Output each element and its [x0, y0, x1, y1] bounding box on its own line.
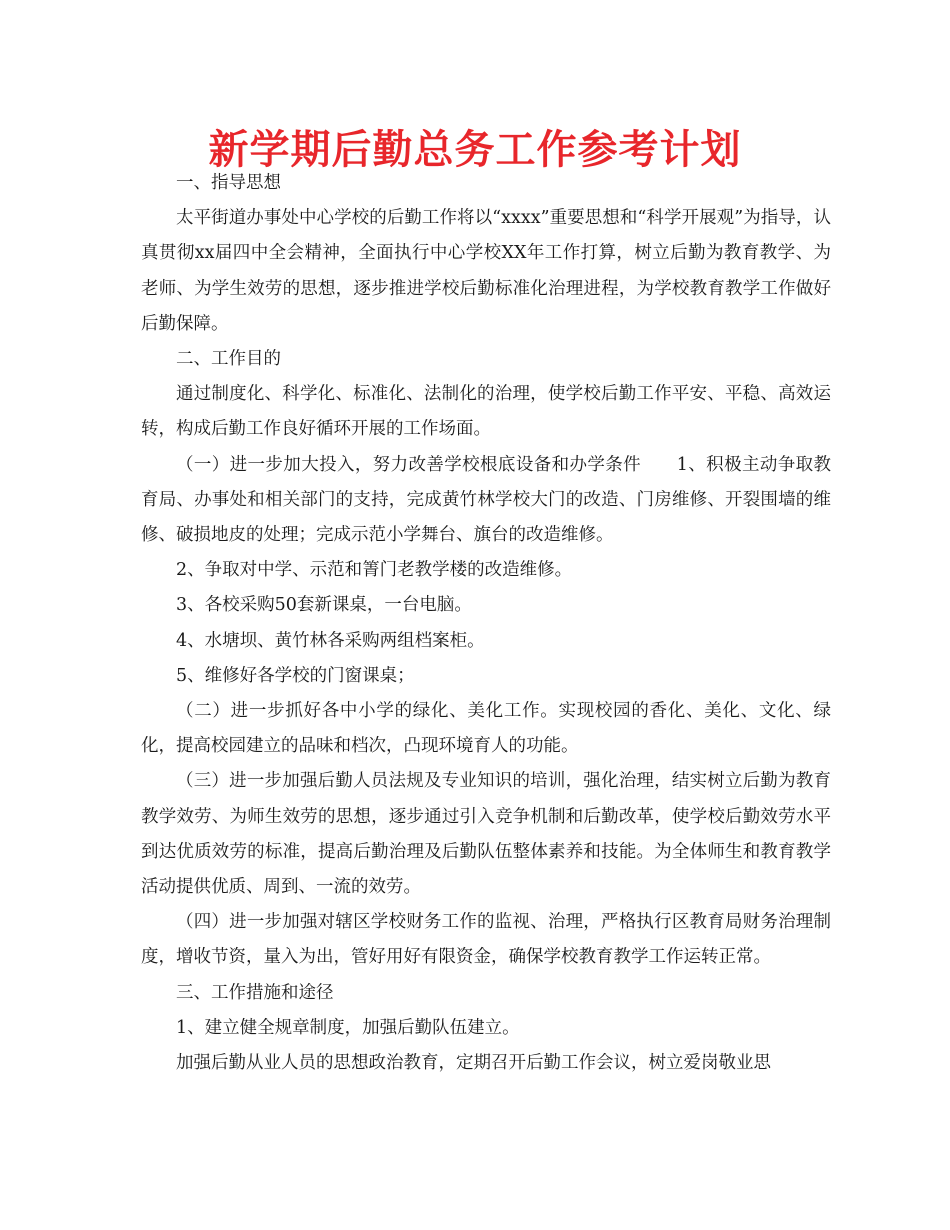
- list-item: 4、水塘坝、黄竹林各采购两组档案柜。: [176, 630, 485, 651]
- section-heading: 一、指导思想: [176, 173, 281, 193]
- list-item: 3、各校采购50套新课桌，一台电脑。: [176, 595, 472, 616]
- paragraph: （一）进一步加大投入，努力改善学校根底设备和办学条件 1、积极主动争取教育局、办事处和相关部门的支持，完成黄竹林学校大门的改造、门房维修、开裂围墙的维修、破损地皮的处理；完成示范小学舞台、旗台的改造维修。: [141, 454, 831, 546]
- paragraph: （四）进一步加强对辖区学校财务工作的监视、治理，严格执行区教育局财务治理制度，增收节资，量入为出，管好用好有限资金，确保学校教育教学工作运转正常。: [141, 912, 831, 968]
- section-heading: 二、工作目的: [176, 349, 281, 370]
- paragraph: （二）进一步抓好各中小学的绿化、美化工作。实现校园的香化、美化、文化、绿化，提高校园建立的品味和档次，凸现环境育人的功能。: [141, 701, 831, 757]
- section-heading: 三、工作措施和途径: [176, 982, 334, 1003]
- document-body: [141, 166, 831, 1081]
- paragraph: （三）进一步加强后勤人员法规及专业知识的培训，强化治理，结实树立后勤为教育教学效劳、为师生效劳的思想，逐步通过引入竞争机制和后勤改革，使学校后勤效劳水平到达优质效劳的标准，提高后勤治理及后勤队伍整体素养和技能。为全体师生和教育教学活动提供优质、周到、一流的效劳。: [141, 771, 831, 898]
- document-title: 新学期后勤总务工作参考计划: [208, 127, 742, 173]
- paragraph: 通过制度化、科学化、标准化、法制化的治理，使学校后勤工作平安、平稳、高效运转，构成后勤工作良好循环开展的工作场面。: [141, 384, 831, 440]
- list-item: 2、争取对中学、示范和箐门老教学楼的改造维修。: [176, 560, 573, 581]
- paragraph: 加强后勤从业人员的思想政治教育，定期召开后勤工作会议，树立爱岗敬业思: [176, 1053, 771, 1074]
- list-item: 1、建立健全规章制度，加强后勤队伍建立。: [176, 1017, 520, 1038]
- paragraph: 太平街道办事处中心学校的后勤工作将以“xxxx”重要思想和“科学开展观”为指导，认真贯彻xx届四中全会精神，全面执行中心学校XX年工作打算，树立后勤为教育教学、为老师、为学生效劳的思想，逐步推进学校后勤标准化治理进程，为学校教育教学工作做好后勤保障。: [141, 208, 831, 334]
- list-item: 5、维修好各学校的门窗课桌；: [176, 665, 415, 686]
